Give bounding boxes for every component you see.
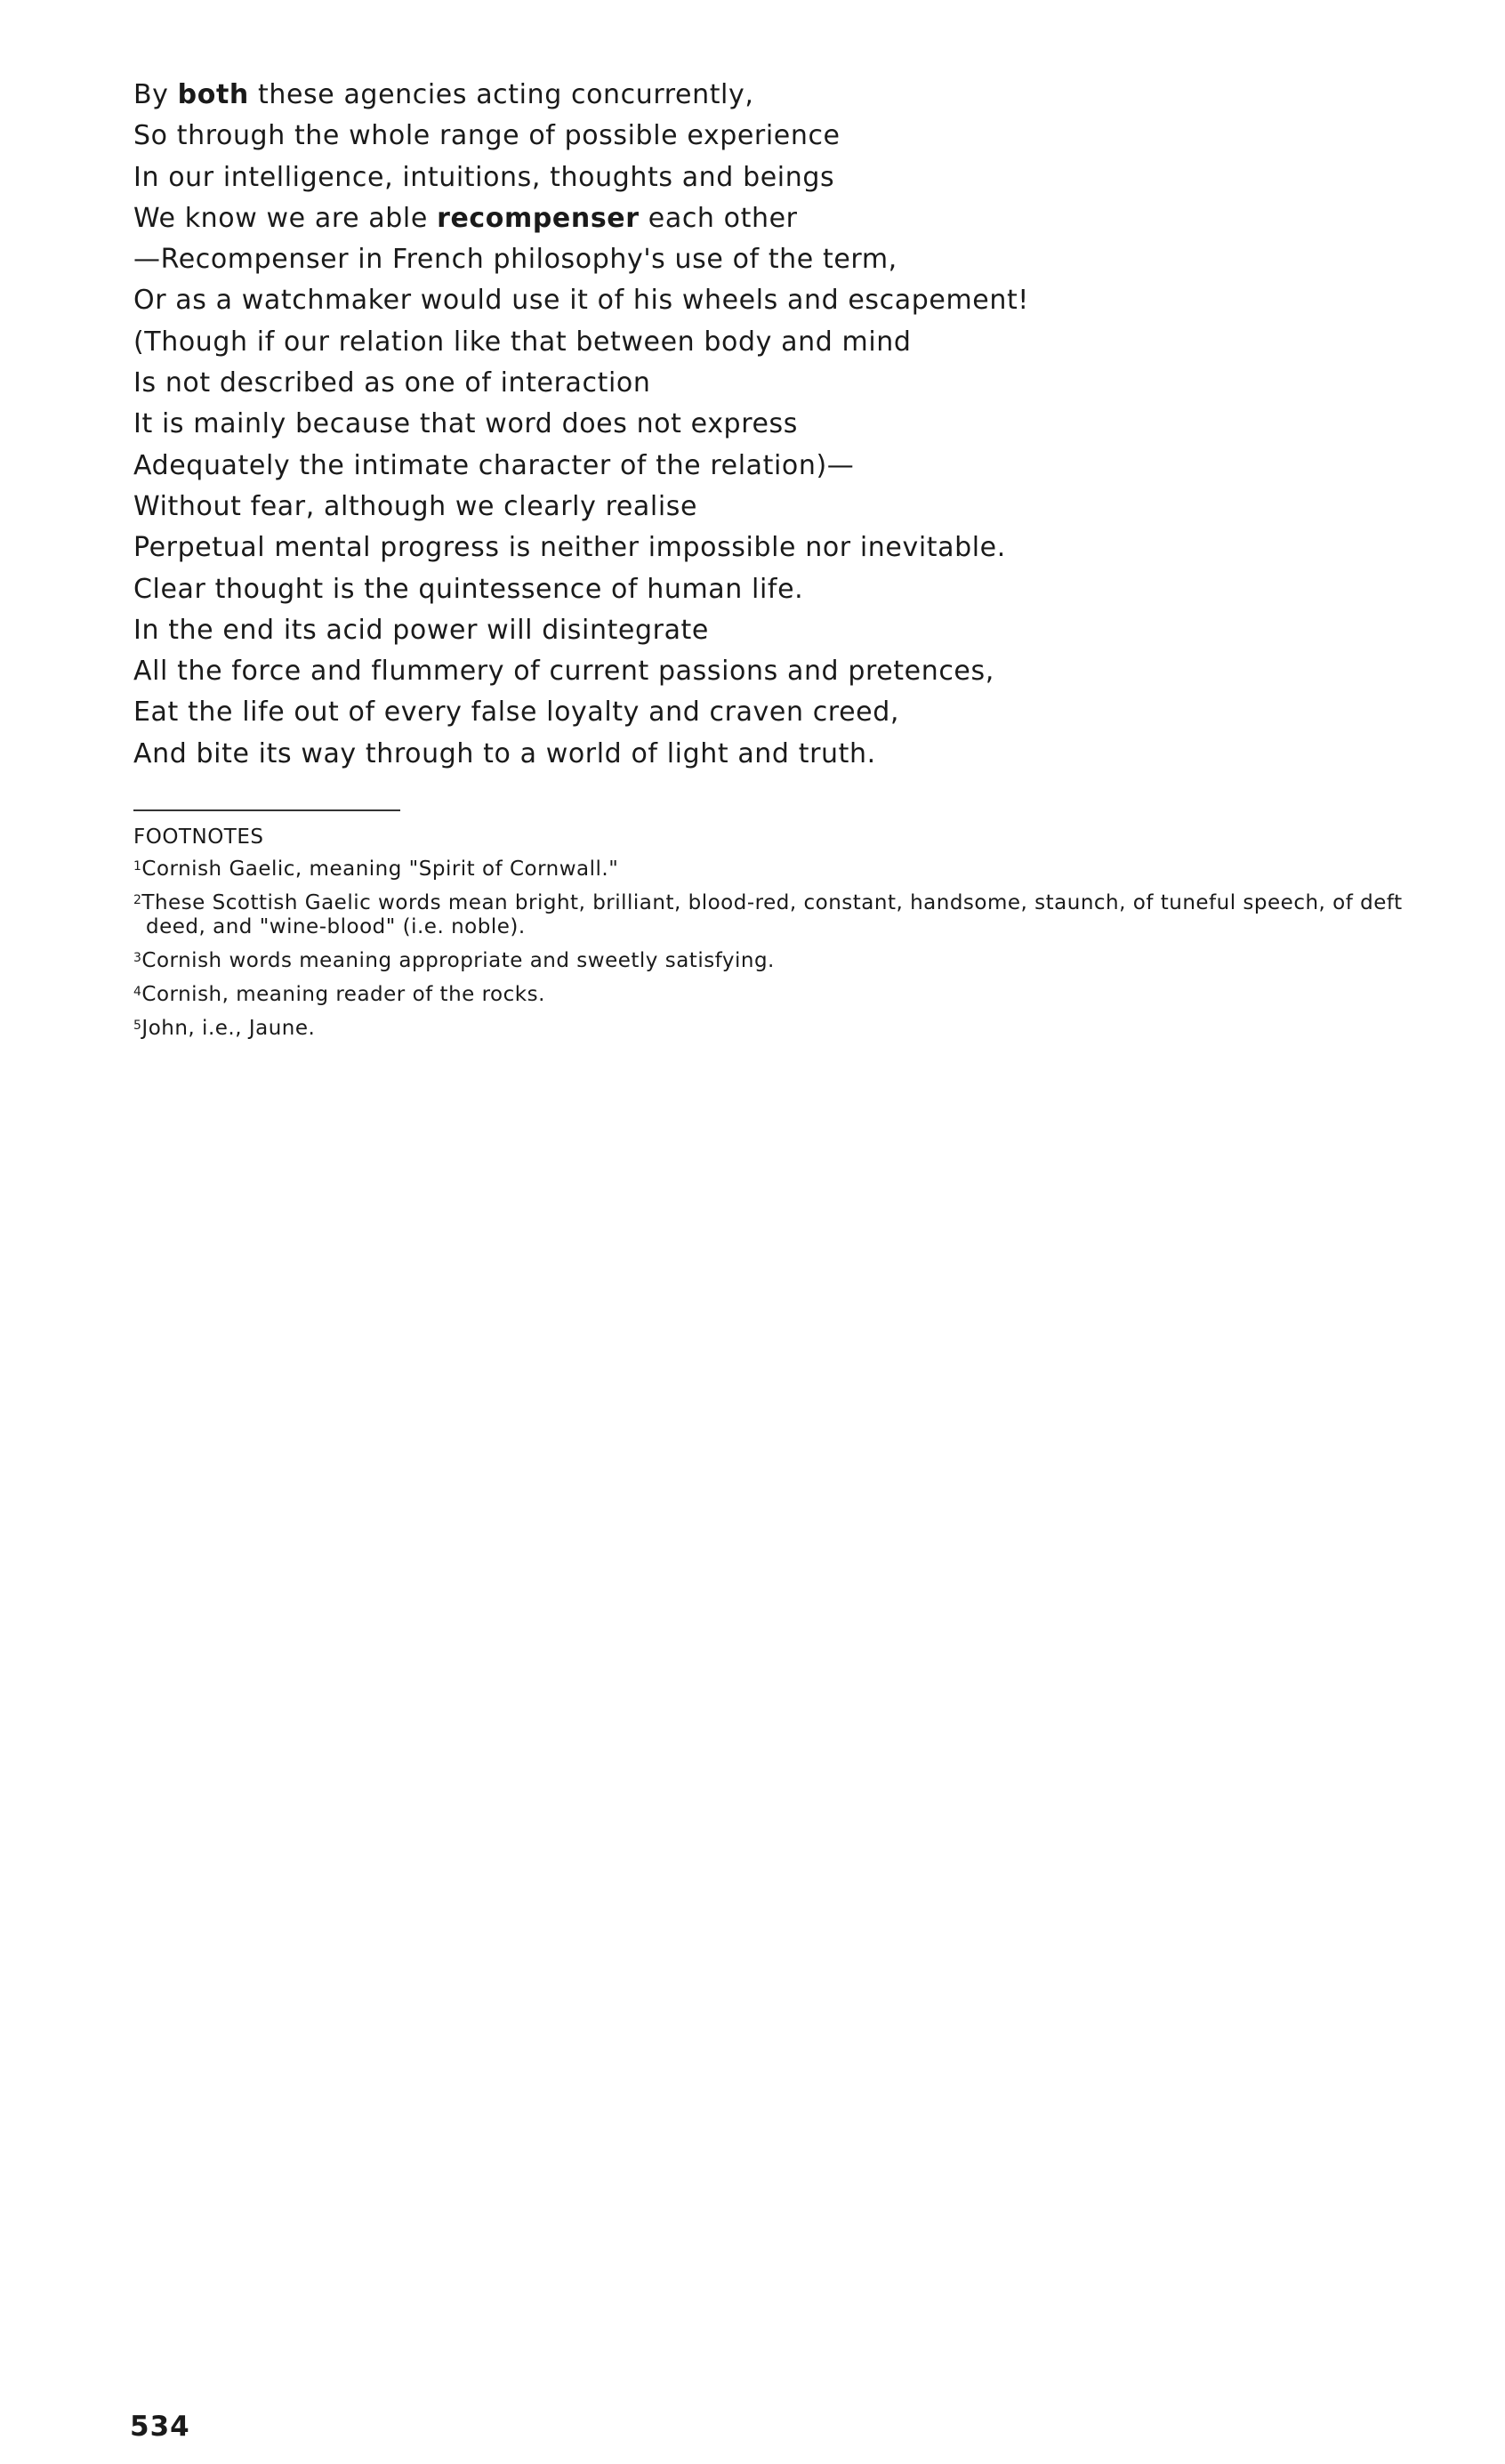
poem-line: And bite its way through to a world of light and truth. (133, 737, 876, 769)
footnote-item (133, 983, 1468, 1007)
poem-line: Clear thought is the quintessence of human life. (133, 573, 804, 605)
footnote-text: Cornish, meaning reader of the rocks. (141, 983, 545, 1006)
footnote-item (133, 858, 1468, 882)
poem-line: —Recompenser in French philosophy's use of the term, (133, 244, 897, 276)
footnotes-section (133, 809, 1468, 1051)
footnote-text: John, i.e., Jaune. (141, 1017, 316, 1040)
footnote-text: These Scottish Gaelic words mean bright, brilliant, blood-red, constant, handsome, staunch, of tuneful speech, of deft deed, and "wine-blood" (i.e. noble). (141, 891, 1403, 938)
footnote-item (133, 949, 1468, 973)
poem-line: By both these agencies acting concurrently, (133, 79, 754, 110)
footnote-text: Cornish words meaning appropriate and sweetly satisfying. (141, 949, 775, 972)
poem-line: Is not described as one of interaction (133, 367, 651, 399)
footnote-divider (133, 809, 400, 811)
poem-line: It is mainly because that word does not express (133, 408, 798, 440)
poem-line: All the force and flummery of current passions and pretences, (133, 656, 994, 688)
poem-line: In the end its acid power will disintegrate (133, 614, 709, 646)
footnote-number: 3 (133, 951, 142, 965)
footnote-item (133, 891, 1468, 939)
poem-line: In our intelligence, intuitions, thoughts and beings (133, 161, 835, 193)
footnote-text: Cornish Gaelic, meaning "Spirit of Cornwall." (141, 858, 619, 881)
poem-line: We know we are able recompenser each other (133, 202, 798, 234)
footnote-number: 1 (133, 859, 142, 874)
poem-line: Perpetual mental progress is neither impossible nor inevitable. (133, 532, 1006, 564)
poem-line: Adequately the intimate character of the relation)— (133, 449, 855, 481)
poem-line: Eat the life out of every false loyalty and craven creed, (133, 697, 899, 729)
footnotes-heading: FOOTNOTES (133, 825, 264, 849)
poem-line: Without fear, although we clearly realise (133, 490, 698, 522)
footnote-number: 2 (133, 893, 142, 907)
footnote-number: 4 (133, 985, 142, 999)
poem-line: (Though if our relation like that between body and mind (133, 326, 912, 358)
poem-body (133, 75, 1450, 775)
page-number: 534 (130, 2411, 190, 2443)
poem-line: So through the whole range of possible experience (133, 120, 841, 152)
footnote-number: 5 (133, 1019, 142, 1033)
footnote-item (133, 1017, 1468, 1041)
poem-line: Or as a watchmaker would use it of his wheels and escapement! (133, 285, 1029, 317)
